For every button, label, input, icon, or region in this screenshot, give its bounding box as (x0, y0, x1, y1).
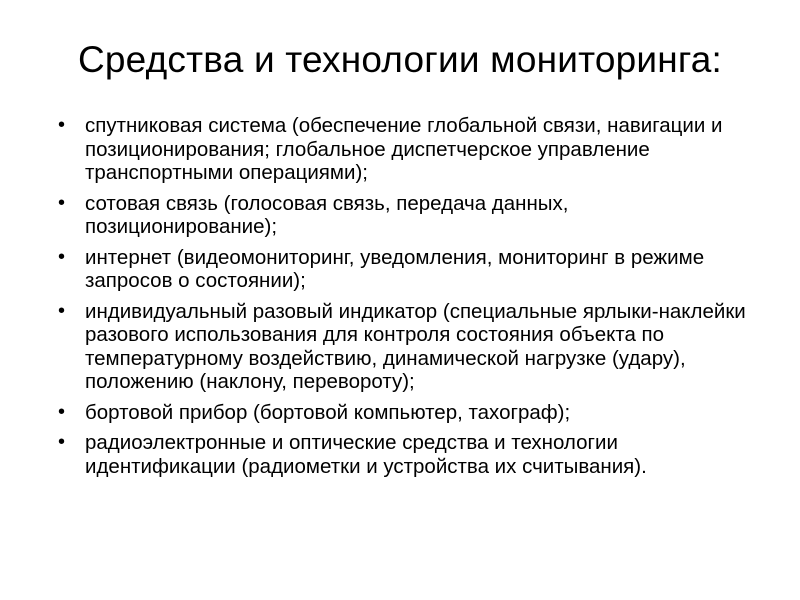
bullet-icon: • (58, 431, 66, 453)
bullet-item-onboard-device (58, 401, 758, 425)
bullet-icon: • (58, 400, 66, 423)
bullet-item-satellite (58, 114, 758, 185)
bullet-item-cellular (58, 192, 758, 239)
bullet-icon: • (58, 299, 66, 322)
bullet-icon: • (58, 191, 66, 214)
bullet-text: спутниковая система (обеспечение глобальной связи, навигации и позиционирования; глобальное диспетчерское управление транспортными операциями); (85, 114, 723, 184)
bullet-text: сотовая связь (голосовая связь, передача данных, позиционирование); (85, 191, 569, 238)
bullet-icon: • (58, 245, 66, 268)
bullet-item-identification (58, 431, 758, 478)
bullet-text: интернет (видеомониторинг, уведомления, мониторинг в режиме запросов о состоянии); (85, 245, 705, 292)
bullet-list (58, 114, 758, 485)
bullet-item-indicator (58, 300, 758, 394)
bullet-icon: • (58, 114, 66, 136)
slide-title: Средства и технологии мониторинга: (77, 39, 723, 80)
bullet-text: бортовой прибор (бортовой компьютер, тахограф); (85, 400, 571, 424)
bullet-text: радиоэлектронные и оптические средства и технологии идентификации (радиометки и устройства их считывания). (85, 431, 647, 478)
bullet-text: индивидуальный разовый индикатор (специальные ярлыки-наклейки разового использования для контроля состояния объекта по температурному воздействию, динамической нагрузке (удару), положению (наклону, перевороту); (85, 299, 746, 393)
bullet-item-internet (58, 246, 758, 293)
